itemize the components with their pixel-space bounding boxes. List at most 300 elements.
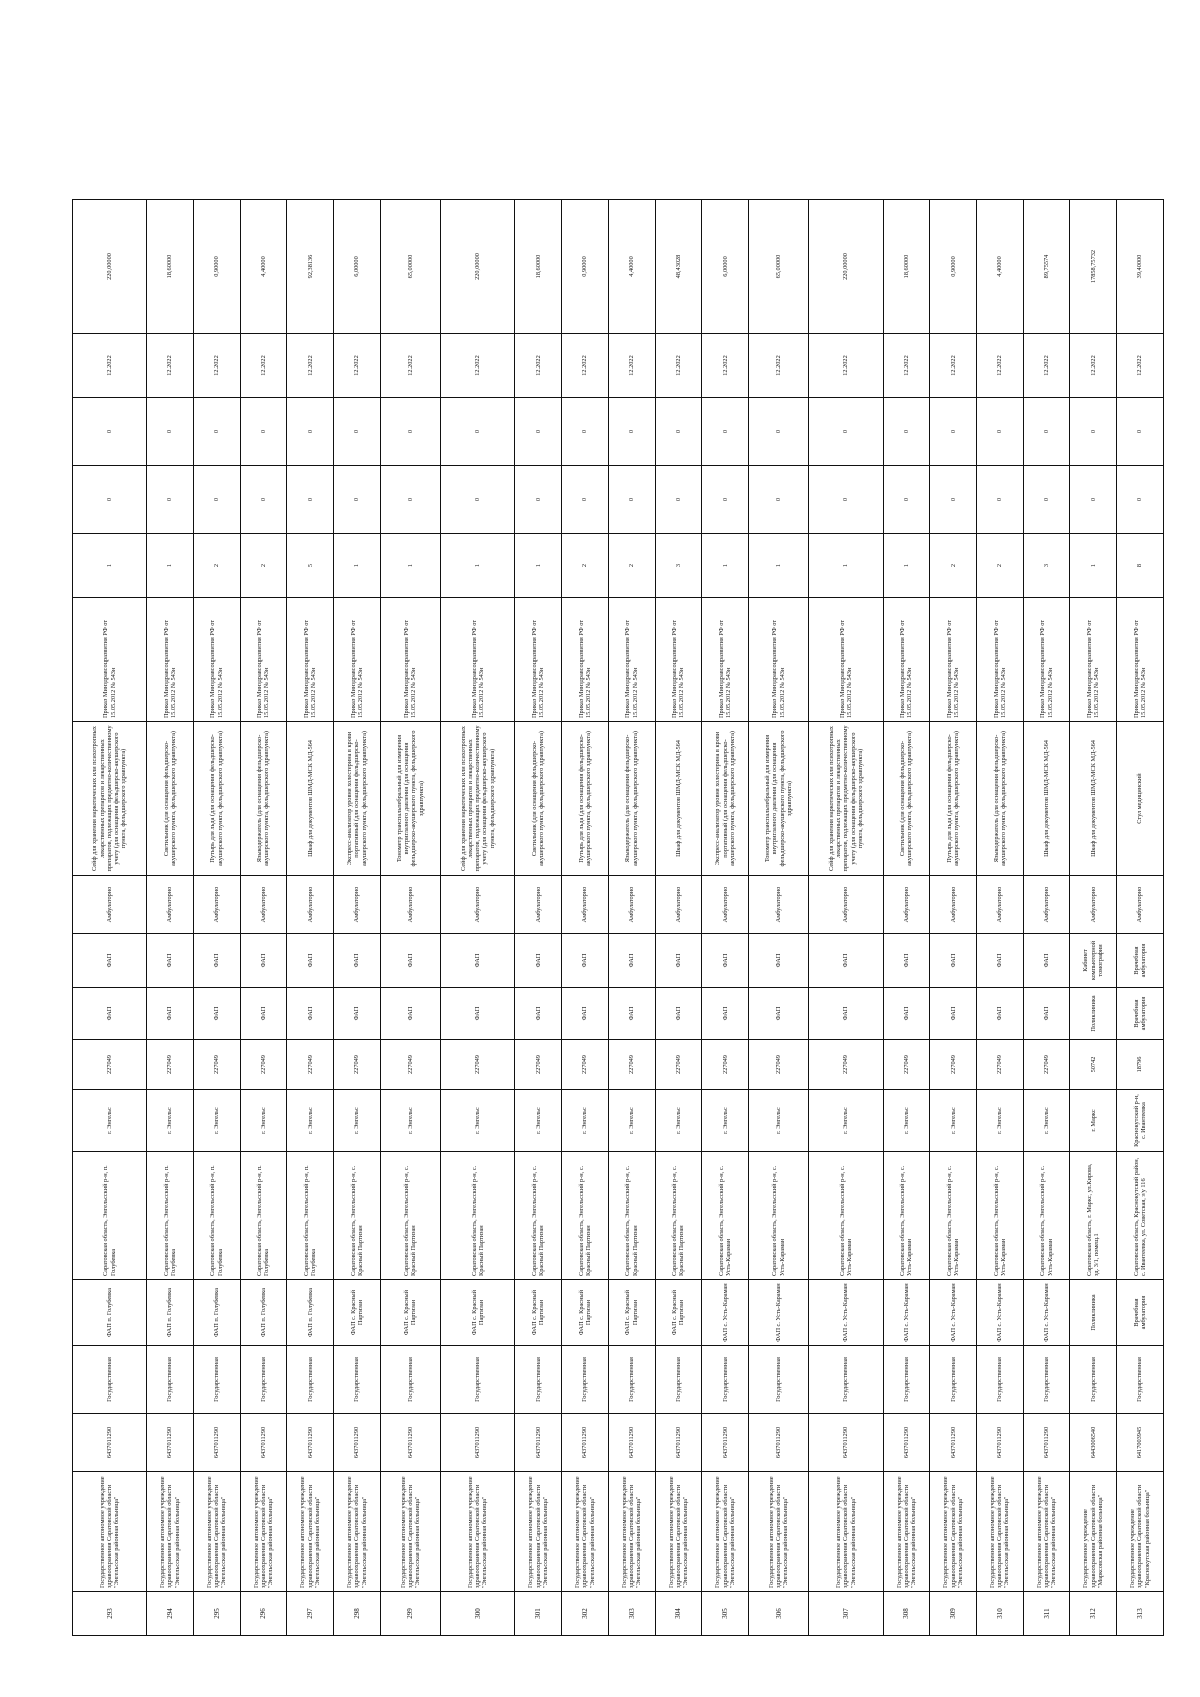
cell-city: Краснокутский р-н, с. Ивантеевка <box>1117 1090 1164 1152</box>
cell-organization: Государственное автономное учреждение здравоохранения Саратовской области "Энгельсская районная больница" <box>73 1472 147 1592</box>
cell-amount: 220,00000 <box>441 200 515 334</box>
cell-conditions: Амбулаторно <box>334 876 381 934</box>
cell-quantity: 2 <box>608 534 655 598</box>
cell-row-number: 298 <box>334 1592 381 1636</box>
cell-address: Саратовская область, Энгельсский р-н, с. Красный Партизан <box>608 1152 655 1280</box>
cell-equipment: Светильник (для оснащения фельдшерско-акушерского пункта, фельдшерского здравпункта) <box>515 722 562 876</box>
cell-unit: ФАП с. Красный Партизан <box>441 1280 515 1346</box>
cell-organization: Государственное учреждение здравоохранения Саратовской области "Марксовская районная больница" <box>1070 1472 1117 1592</box>
cell-ownership: Государственная <box>515 1346 562 1414</box>
cell-type-1: ФАП <box>380 988 440 1040</box>
cell-equipment: Экспресс-анализатор уровня холестерина в крови портативный (для оснащения фельдшерско-акушерского пункта, фельдшерского здравпункта) <box>334 722 381 876</box>
cell-city: г. Энгельс <box>883 1090 930 1152</box>
cell-quantity: 1 <box>334 534 381 598</box>
cell-remainder: 0 <box>809 398 883 466</box>
cell-code: 227049 <box>976 1040 1023 1090</box>
cell-row-number: 305 <box>702 1592 749 1636</box>
cell-type-2: ФАП <box>809 934 883 988</box>
cell-basis: Приказ Минздравсоцразвития РФ от 15.05.2012 № 543н <box>193 598 240 722</box>
cell-amount: 4,40000 <box>976 200 1023 334</box>
cell-conditions: Амбулаторно <box>930 876 977 934</box>
cell-code: 227049 <box>287 1040 334 1090</box>
cell-inn: 6437011290 <box>883 1414 930 1472</box>
cell-quantity: 1 <box>748 534 808 598</box>
cell-type-1: ФАП <box>930 988 977 1040</box>
cell-ownership: Государственная <box>655 1346 702 1414</box>
cell-address: Саратовская область, Энгельсский р-н, с. Красный Партизан <box>441 1152 515 1280</box>
cell-city: г. Энгельс <box>655 1090 702 1152</box>
table-row <box>809 200 883 1636</box>
cell-inn: 6437011290 <box>441 1414 515 1472</box>
cell-basis: Приказ Минздравсоцразвития РФ от 15.05.2012 № 543н <box>930 598 977 722</box>
table-row <box>702 200 749 1636</box>
cell-equipment: Светильник (для оснащения фельдшерско-акушерского пункта, фельдшерского здравпункта) <box>147 722 194 876</box>
cell-city: г. Маркс <box>1070 1090 1117 1152</box>
cell-ownership: Государственная <box>334 1346 381 1414</box>
cell-row-number: 311 <box>1023 1592 1070 1636</box>
cell-type-2: ФАП <box>883 934 930 988</box>
cell-basis: Приказ Минздравсоцразвития РФ от 15.05.2012 № 543н <box>334 598 381 722</box>
cell-fact: 0 <box>1070 466 1117 534</box>
cell-quantity: 1 <box>147 534 194 598</box>
table-row <box>515 200 562 1636</box>
cell-basis: Приказ Минздравсоцразвития РФ от 15.05.2012 № 543н <box>380 598 440 722</box>
cell-type-2: Кабинет компьютерной томографии <box>1070 934 1117 988</box>
cell-amount: 4,40000 <box>240 200 287 334</box>
cell-equipment: Сейф для хранения наркотических или психотропных лекарственных препаратов и лекарственных препаратов, подлежащих предметно-количественному учету (для оснащения фельдшерско-акушерского пункта, фельдшерского здравпункта) <box>809 722 883 876</box>
cell-deadline: 12.2022 <box>147 334 194 398</box>
cell-address: Саратовская область, Энгельсский р-н, с. Усть-Караман <box>748 1152 808 1280</box>
cell-type-2: ФАП <box>1023 934 1070 988</box>
cell-unit: ФАП с. Усть-Караман <box>809 1280 883 1346</box>
cell-code: 227049 <box>73 1040 147 1090</box>
cell-ownership: Государственная <box>1023 1346 1070 1414</box>
cell-quantity: 5 <box>287 534 334 598</box>
cell-organization: Государственное автономное учреждение здравоохранения Саратовской области "Энгельсская районная больница" <box>380 1472 440 1592</box>
cell-code: 50742 <box>1070 1040 1117 1090</box>
cell-conditions: Амбулаторно <box>976 876 1023 934</box>
cell-remainder: 0 <box>883 398 930 466</box>
cell-unit: ФАП п. Голубевка <box>193 1280 240 1346</box>
table-row <box>608 200 655 1636</box>
cell-fact: 0 <box>240 466 287 534</box>
equipment-table <box>72 199 1164 1636</box>
cell-remainder: 0 <box>147 398 194 466</box>
cell-equipment: Языкодержатель (для оснащения фельдшерско-акушерского пункта, фельдшерского здравпункта) <box>608 722 655 876</box>
rotated-table-sheet <box>72 200 1164 1636</box>
cell-ownership: Государственная <box>1070 1346 1117 1414</box>
cell-amount: 89,75574 <box>1023 200 1070 334</box>
cell-deadline: 12.2022 <box>883 334 930 398</box>
cell-type-2: ФАП <box>702 934 749 988</box>
cell-type-1: ФАП <box>655 988 702 1040</box>
cell-fact: 0 <box>1023 466 1070 534</box>
cell-amount: 6,00000 <box>702 200 749 334</box>
table-row <box>193 200 240 1636</box>
cell-code: 227049 <box>702 1040 749 1090</box>
cell-ownership: Государственная <box>608 1346 655 1414</box>
cell-organization: Государственное автономное учреждение здравоохранения Саратовской области "Энгельсская районная больница" <box>608 1472 655 1592</box>
cell-deadline: 12.2022 <box>193 334 240 398</box>
cell-equipment: Сейф для хранения наркотических или психотропных лекарственных препаратов и лекарственных препаратов, подлежащих предметно-количественному учету (для оснащения фельдшерско-акушерского пункта, фельдшерского здравпункта) <box>441 722 515 876</box>
cell-amount: 220,00000 <box>73 200 147 334</box>
cell-unit: ФАП с. Красный Партизан <box>334 1280 381 1346</box>
cell-organization: Государственное автономное учреждение здравоохранения Саратовской области "Энгельсская районная больница" <box>748 1472 808 1592</box>
cell-conditions: Амбулаторно <box>380 876 440 934</box>
cell-ownership: Государственная <box>883 1346 930 1414</box>
cell-unit: ФАП с. Усть-Караман <box>1023 1280 1070 1346</box>
cell-equipment: Сейф для хранения наркотических или психотропных лекарственных препаратов и лекарственных препаратов, подлежащих предметно-количественному учету (для оснащения фельдшерско-акушерского пункта, фельдшерского здравпункта) <box>73 722 147 876</box>
cell-row-number: 306 <box>748 1592 808 1636</box>
cell-conditions: Амбулаторно <box>515 876 562 934</box>
cell-remainder: 0 <box>702 398 749 466</box>
cell-row-number: 304 <box>655 1592 702 1636</box>
cell-row-number: 307 <box>809 1592 883 1636</box>
cell-inn: 6443006540 <box>1070 1414 1117 1472</box>
cell-code: 227049 <box>608 1040 655 1090</box>
table-row <box>380 200 440 1636</box>
cell-equipment: Языкодержатель (для оснащения фельдшерско-акушерского пункта, фельдшерского здравпункта) <box>240 722 287 876</box>
cell-address: Саратовская область, Энгельсский р-н, п. Голубевка <box>240 1152 287 1280</box>
cell-organization: Государственное автономное учреждение здравоохранения Саратовской области "Энгельсская районная больница" <box>562 1472 609 1592</box>
cell-amount: 0,90000 <box>930 200 977 334</box>
cell-city: г. Энгельс <box>240 1090 287 1152</box>
cell-address: Саратовская область, Краснокутский район, с. Ивантеевка, ул. Советская, з/у 116 <box>1117 1152 1164 1280</box>
table-row <box>1070 200 1117 1636</box>
cell-basis: Приказ Минздравсоцразвития РФ от 15.05.2012 № 543н <box>655 598 702 722</box>
cell-equipment: Стул медицинский <box>1117 722 1164 876</box>
cell-row-number: 294 <box>147 1592 194 1636</box>
cell-organization: Государственное автономное учреждение здравоохранения Саратовской области "Энгельсская районная больница" <box>334 1472 381 1592</box>
cell-address: Саратовская область, Энгельсский р-н, с. Усть-Караман <box>809 1152 883 1280</box>
cell-address: Саратовская область, Энгельсский р-н, п. Голубевка <box>193 1152 240 1280</box>
cell-inn: 6437011290 <box>73 1414 147 1472</box>
cell-deadline: 12.2022 <box>748 334 808 398</box>
cell-amount: 18,60000 <box>883 200 930 334</box>
cell-unit: ФАП с. Красный Партизан <box>608 1280 655 1346</box>
cell-address: Саратовская область, Энгельсский р-н, п. Голубевка <box>73 1152 147 1280</box>
cell-ownership: Государственная <box>976 1346 1023 1414</box>
cell-unit: ФАП п. Голубевка <box>73 1280 147 1346</box>
cell-city: г. Энгельс <box>380 1090 440 1152</box>
cell-code: 227049 <box>193 1040 240 1090</box>
cell-code: 227049 <box>147 1040 194 1090</box>
cell-deadline: 12.2022 <box>976 334 1023 398</box>
table-row <box>748 200 808 1636</box>
cell-unit: ФАП с. Усть-Караман <box>930 1280 977 1346</box>
cell-conditions: Амбулаторно <box>655 876 702 934</box>
cell-remainder: 0 <box>287 398 334 466</box>
table-body <box>73 200 1164 1636</box>
cell-city: г. Энгельс <box>976 1090 1023 1152</box>
cell-type-1: ФАП <box>562 988 609 1040</box>
cell-inn: 6437011290 <box>240 1414 287 1472</box>
cell-code: 227049 <box>441 1040 515 1090</box>
cell-city: г. Энгельс <box>287 1090 334 1152</box>
cell-code: 227049 <box>748 1040 808 1090</box>
cell-inn: 6437011290 <box>380 1414 440 1472</box>
cell-conditions: Амбулаторно <box>73 876 147 934</box>
cell-address: Саратовская область, Энгельсский р-н, п. Голубевка <box>147 1152 194 1280</box>
cell-type-1: ФАП <box>73 988 147 1040</box>
cell-basis: Приказ Минздравсоцразвития РФ от 15.05.2012 № 543н <box>1023 598 1070 722</box>
cell-remainder: 0 <box>930 398 977 466</box>
table-row <box>441 200 515 1636</box>
cell-fact: 0 <box>287 466 334 534</box>
cell-ownership: Государственная <box>147 1346 194 1414</box>
cell-deadline: 12.2022 <box>287 334 334 398</box>
cell-address: Саратовская область, Энгельсский р-н, с. Красный Партизан <box>380 1152 440 1280</box>
cell-quantity: 2 <box>240 534 287 598</box>
cell-unit: ФАП п. Голубевка <box>147 1280 194 1346</box>
cell-ownership: Государственная <box>562 1346 609 1414</box>
table-row <box>1023 200 1070 1636</box>
cell-type-2: ФАП <box>748 934 808 988</box>
cell-type-1: ФАП <box>287 988 334 1040</box>
cell-fact: 0 <box>748 466 808 534</box>
table-row <box>240 200 287 1636</box>
cell-type-1: ФАП <box>441 988 515 1040</box>
cell-unit: ФАП с. Усть-Караман <box>976 1280 1023 1346</box>
cell-conditions: Амбулаторно <box>441 876 515 934</box>
cell-deadline: 12.2022 <box>515 334 562 398</box>
cell-inn: 6437011290 <box>809 1414 883 1472</box>
cell-basis: Приказ Минздравсоцразвития РФ от 15.05.2012 № 543н <box>515 598 562 722</box>
cell-unit: ФАП с. Красный Партизан <box>655 1280 702 1346</box>
cell-organization: Государственное автономное учреждение здравоохранения Саратовской области "Энгельсская районная больница" <box>193 1472 240 1592</box>
cell-conditions: Амбулаторно <box>748 876 808 934</box>
cell-deadline: 12.2022 <box>562 334 609 398</box>
cell-ownership: Государственная <box>193 1346 240 1414</box>
cell-amount: 39,40000 <box>1117 200 1164 334</box>
cell-ownership: Государственная <box>240 1346 287 1414</box>
cell-type-2: ФАП <box>147 934 194 988</box>
cell-basis: Приказ Минздравсоцразвития РФ от 15.05.2012 № 543н <box>287 598 334 722</box>
cell-equipment: Путырь для льда (для оснащения фельдшерско-акушерского пункта, фельдшерского здравпункта) <box>193 722 240 876</box>
cell-basis: Приказ Минздравсоцразвития РФ от 15.05.2012 № 543н <box>748 598 808 722</box>
cell-row-number: 295 <box>193 1592 240 1636</box>
cell-inn: 6437011290 <box>515 1414 562 1472</box>
table-row <box>930 200 977 1636</box>
cell-inn: 6437011290 <box>562 1414 609 1472</box>
cell-basis: Приказ Минздравсоцразвития РФ от 15.05.2012 № 543н <box>976 598 1023 722</box>
cell-address: Саратовская область, Энгельсский р-н, с. Усть-Караман <box>976 1152 1023 1280</box>
cell-quantity: 2 <box>976 534 1023 598</box>
cell-type-2: ФАП <box>380 934 440 988</box>
cell-type-2: ФАП <box>193 934 240 988</box>
cell-type-1: ФАП <box>702 988 749 1040</box>
cell-type-2: ФАП <box>334 934 381 988</box>
table-row <box>287 200 334 1636</box>
cell-type-2: Врачебная амбулатория <box>1117 934 1164 988</box>
cell-city: г. Энгельс <box>748 1090 808 1152</box>
cell-quantity: 3 <box>1023 534 1070 598</box>
cell-inn: 6437011290 <box>287 1414 334 1472</box>
cell-amount: 65,00000 <box>380 200 440 334</box>
cell-city: г. Энгельс <box>702 1090 749 1152</box>
cell-type-1: ФАП <box>608 988 655 1040</box>
cell-row-number: 301 <box>515 1592 562 1636</box>
cell-address: Саратовская область, Энгельсский р-н, с. Усть-Караман <box>1023 1152 1070 1280</box>
cell-organization: Государственное автономное учреждение здравоохранения Саратовской области "Энгельсская районная больница" <box>1023 1472 1070 1592</box>
cell-unit: ФАП с. Усть-Караман <box>702 1280 749 1346</box>
cell-address: Саратовская область, Энгельсский р-н, с. Усть-Караман <box>930 1152 977 1280</box>
cell-equipment: Шкаф для документов ШМД-МСК МД-564 <box>287 722 334 876</box>
cell-deadline: 12.2022 <box>809 334 883 398</box>
cell-row-number: 308 <box>883 1592 930 1636</box>
cell-remainder: 0 <box>441 398 515 466</box>
cell-fact: 0 <box>976 466 1023 534</box>
cell-row-number: 309 <box>930 1592 977 1636</box>
cell-organization: Государственное автономное учреждение здравоохранения Саратовской области "Энгельсская районная больница" <box>240 1472 287 1592</box>
cell-organization: Государственное автономное учреждение здравоохранения Саратовской области "Энгельсская районная больница" <box>287 1472 334 1592</box>
cell-organization: Государственное автономное учреждение здравоохранения Саратовской области "Энгельсская районная больница" <box>515 1472 562 1592</box>
cell-city: г. Энгельс <box>147 1090 194 1152</box>
cell-quantity: 3 <box>655 534 702 598</box>
cell-unit: ФАП с. Усть-Караман <box>748 1280 808 1346</box>
cell-quantity: 2 <box>930 534 977 598</box>
cell-inn: 6437011290 <box>976 1414 1023 1472</box>
cell-code: 227049 <box>930 1040 977 1090</box>
cell-city: г. Энгельс <box>334 1090 381 1152</box>
cell-equipment: Языкодержатель (для оснащения фельдшерско-акушерского пункта, фельдшерского здравпункта) <box>976 722 1023 876</box>
cell-fact: 0 <box>441 466 515 534</box>
cell-equipment: Шкаф для документов ШМД-МСК МД-564 <box>655 722 702 876</box>
cell-remainder: 0 <box>976 398 1023 466</box>
cell-code: 227049 <box>240 1040 287 1090</box>
cell-type-2: ФАП <box>976 934 1023 988</box>
cell-type-2: ФАП <box>240 934 287 988</box>
cell-deadline: 12.2022 <box>441 334 515 398</box>
cell-remainder: 0 <box>1117 398 1164 466</box>
cell-conditions: Амбулаторно <box>1070 876 1117 934</box>
cell-quantity: 2 <box>193 534 240 598</box>
cell-fact: 0 <box>883 466 930 534</box>
cell-city: г. Энгельс <box>73 1090 147 1152</box>
cell-inn: 6417003945 <box>1117 1414 1164 1472</box>
cell-quantity: 1 <box>380 534 440 598</box>
cell-amount: 0,90000 <box>562 200 609 334</box>
cell-inn: 6437011290 <box>334 1414 381 1472</box>
cell-row-number: 297 <box>287 1592 334 1636</box>
cell-type-1: ФАП <box>883 988 930 1040</box>
cell-type-2: ФАП <box>562 934 609 988</box>
cell-unit: Поликлиника <box>1070 1280 1117 1346</box>
cell-address: Саратовская область, Энгельсский р-н, п. Голубевка <box>287 1152 334 1280</box>
cell-organization: Государственное автономное учреждение здравоохранения Саратовской области "Энгельсская районная больница" <box>976 1472 1023 1592</box>
cell-remainder: 0 <box>240 398 287 466</box>
cell-type-1: ФАП <box>1023 988 1070 1040</box>
cell-type-1: ФАП <box>748 988 808 1040</box>
cell-ownership: Государственная <box>73 1346 147 1414</box>
cell-ownership: Государственная <box>441 1346 515 1414</box>
cell-address: Саратовская область, Энгельсский р-н, с. Усть-Караман <box>883 1152 930 1280</box>
cell-amount: 48,43028 <box>655 200 702 334</box>
cell-conditions: Амбулаторно <box>562 876 609 934</box>
cell-organization: Государственное автономное учреждение здравоохранения Саратовской области "Энгельсская районная больница" <box>930 1472 977 1592</box>
cell-equipment: Путырь для льда (для оснащения фельдшерско-акушерского пункта, фельдшерского здравпункта) <box>562 722 609 876</box>
cell-city: г. Энгельс <box>608 1090 655 1152</box>
cell-equipment: Путырь для льда (для оснащения фельдшерско-акушерского пункта, фельдшерского здравпункта) <box>930 722 977 876</box>
cell-inn: 6437011290 <box>655 1414 702 1472</box>
cell-fact: 0 <box>380 466 440 534</box>
cell-ownership: Государственная <box>287 1346 334 1414</box>
cell-amount: 65,00000 <box>748 200 808 334</box>
cell-basis: Приказ Минздравсоцразвития РФ от 15.05.2012 № 543н <box>73 598 147 722</box>
cell-conditions: Амбулаторно <box>147 876 194 934</box>
cell-basis: Приказ Минздравсоцразвития РФ от 15.05.2012 № 543н <box>608 598 655 722</box>
cell-deadline: 12.2022 <box>380 334 440 398</box>
cell-basis: Приказ Минздравсоцразвития РФ от 15.05.2012 № 543н <box>702 598 749 722</box>
cell-city: г. Энгельс <box>809 1090 883 1152</box>
cell-type-1: ФАП <box>193 988 240 1040</box>
cell-quantity: 1 <box>883 534 930 598</box>
cell-amount: 17858,75732 <box>1070 200 1117 334</box>
cell-quantity: 1 <box>809 534 883 598</box>
cell-amount: 18,60000 <box>515 200 562 334</box>
cell-fact: 0 <box>702 466 749 534</box>
cell-remainder: 0 <box>73 398 147 466</box>
cell-ownership: Государственная <box>1117 1346 1164 1414</box>
cell-fact: 0 <box>515 466 562 534</box>
cell-type-1: ФАП <box>976 988 1023 1040</box>
cell-row-number: 302 <box>562 1592 609 1636</box>
cell-fact: 0 <box>1117 466 1164 534</box>
cell-city: г. Энгельс <box>441 1090 515 1152</box>
cell-row-number: 312 <box>1070 1592 1117 1636</box>
cell-type-1: ФАП <box>809 988 883 1040</box>
cell-deadline: 12.2022 <box>73 334 147 398</box>
cell-deadline: 12.2022 <box>702 334 749 398</box>
cell-address: Саратовская область, Энгельсский р-н, с. Усть-Караман <box>702 1152 749 1280</box>
cell-equipment: Шкаф для документов ШМД-МСК МД-564 <box>1023 722 1070 876</box>
cell-code: 227049 <box>380 1040 440 1090</box>
cell-row-number: 303 <box>608 1592 655 1636</box>
cell-conditions: Амбулаторно <box>809 876 883 934</box>
cell-remainder: 0 <box>748 398 808 466</box>
cell-equipment: Тонометр транспальпебральный для измерения внутриглазного давления (для оснащения фельдшерско-акушерского пункта, фельдшерского здравпункта) <box>380 722 440 876</box>
cell-remainder: 0 <box>193 398 240 466</box>
cell-basis: Приказ Минздравсоцразвития РФ от 15.05.2012 № 543н <box>441 598 515 722</box>
cell-basis: Приказ Минздравсоцразвития РФ от 15.05.2012 № 543н <box>147 598 194 722</box>
cell-fact: 0 <box>930 466 977 534</box>
cell-equipment: Шкаф для документов ШМД-МСК МД-564 <box>1070 722 1117 876</box>
cell-inn: 6437011290 <box>608 1414 655 1472</box>
cell-deadline: 12.2022 <box>655 334 702 398</box>
cell-type-1: Поликлиника <box>1070 988 1117 1040</box>
cell-type-1: ФАП <box>147 988 194 1040</box>
cell-code: 227049 <box>515 1040 562 1090</box>
cell-code: 227049 <box>334 1040 381 1090</box>
cell-unit: ФАП п. Голубевка <box>287 1280 334 1346</box>
cell-quantity: 1 <box>702 534 749 598</box>
cell-type-2: ФАП <box>73 934 147 988</box>
cell-deadline: 12.2022 <box>334 334 381 398</box>
cell-row-number: 293 <box>73 1592 147 1636</box>
cell-unit: ФАП с. Красный Партизан <box>515 1280 562 1346</box>
cell-organization: Государственное автономное учреждение здравоохранения Саратовской области "Энгельсская районная больница" <box>809 1472 883 1592</box>
cell-remainder: 0 <box>380 398 440 466</box>
cell-city: г. Энгельс <box>562 1090 609 1152</box>
cell-ownership: Государственная <box>930 1346 977 1414</box>
cell-fact: 0 <box>193 466 240 534</box>
table-row <box>73 200 147 1636</box>
cell-type-2: ФАП <box>930 934 977 988</box>
cell-organization: Государственное автономное учреждение здравоохранения Саратовской области "Энгельсская районная больница" <box>655 1472 702 1592</box>
table-row <box>883 200 930 1636</box>
cell-remainder: 0 <box>608 398 655 466</box>
cell-deadline: 12.2022 <box>1117 334 1164 398</box>
